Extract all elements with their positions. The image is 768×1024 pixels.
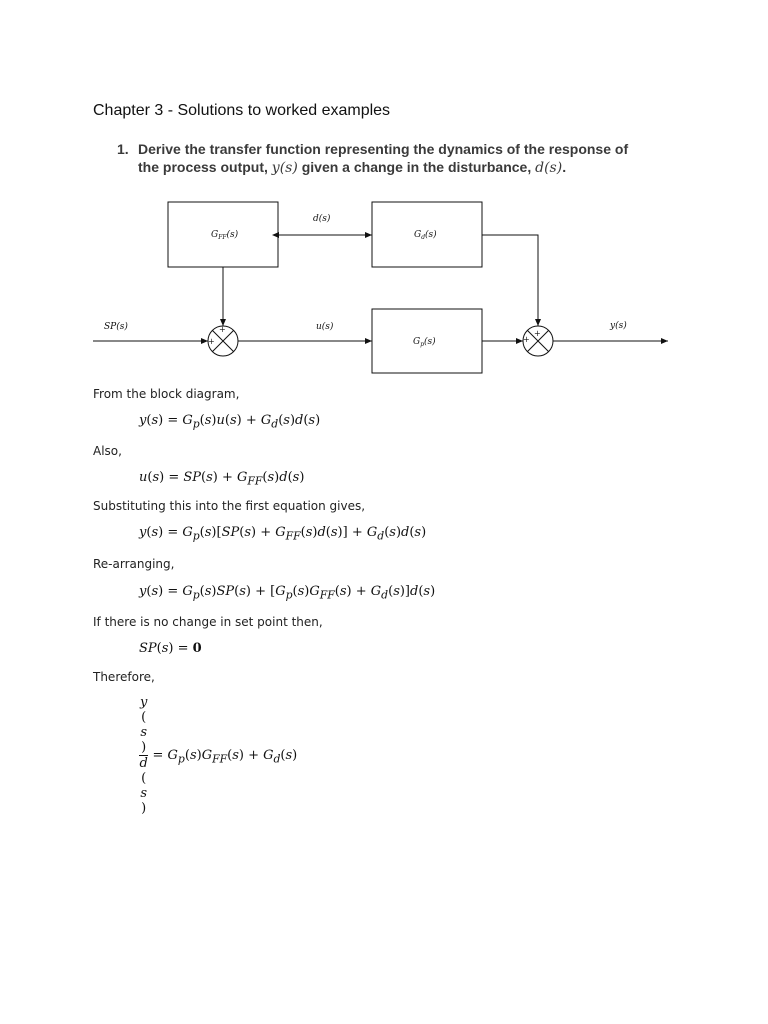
gd-to-junction-arrow [482,235,538,326]
question-d-symbol: d(s) [535,160,563,176]
block-diagram [0,0,768,400]
question-number: 1. [117,141,129,157]
plus-sign-1a: + [219,325,226,334]
question-text-b: given a change in the disturbance, [301,159,532,175]
equation-1: $y(s) = G_p(s)u(s) + G_d(s)d(s)$ [139,413,321,431]
u-signal-label: u(s) [316,322,334,332]
gd-label: $G_d(s)$ [414,230,437,241]
transfer-fraction: y ( s ) d ( s ) [139,695,148,816]
question-line-1: Derive the transfer function representing the dynamics of the response of [138,141,629,157]
equation-5: SP(s) = 0 [139,641,202,656]
gff-label: $G_{FF}(s)$ [211,230,239,241]
text-no-change: If there is no change in set point then, [93,615,323,629]
text-from-block-diagram: From the block diagram, [93,387,240,401]
chapter-title: Chapter 3 - Solutions to worked examples [93,102,391,119]
question-text-a: the process output, [138,159,268,175]
plus-sign-2a: + [534,329,541,338]
gp-label: $G_p(s)$ [413,337,436,348]
text-therefore: Therefore, [93,670,155,684]
question-period: . [562,159,567,175]
plus-sign-1b: + [208,337,215,346]
sp-signal-label: SP(s) [104,322,128,332]
text-also: Also, [93,444,122,458]
equation-3: $y(s) = G_p(s)[SP(s) + G_{FF}(s)d(s)] + G_d(s)d(s)$ [139,525,427,543]
y-signal-label: y(s) [610,321,627,331]
equation-6: y ( s ) d ( s ) = $G_p(s)G_{FF}(s) + G_d(s)$ [139,695,298,816]
d-signal-label: d(s) [313,214,331,224]
equation-2: $u(s) = SP(s) + G_{FF}(s)d(s)$ [139,470,305,488]
text-substituting: Substituting this into the first equation gives, [93,499,366,513]
text-rearranging: Re-arranging, [93,557,175,571]
plus-sign-2b: + [523,335,530,344]
question-y-symbol: y(s) [271,160,298,176]
equation-4: $y(s) = G_p(s)SP(s) + [G_p(s)G_{FF}(s) + G_d(s)]d(s)$ [139,584,436,602]
